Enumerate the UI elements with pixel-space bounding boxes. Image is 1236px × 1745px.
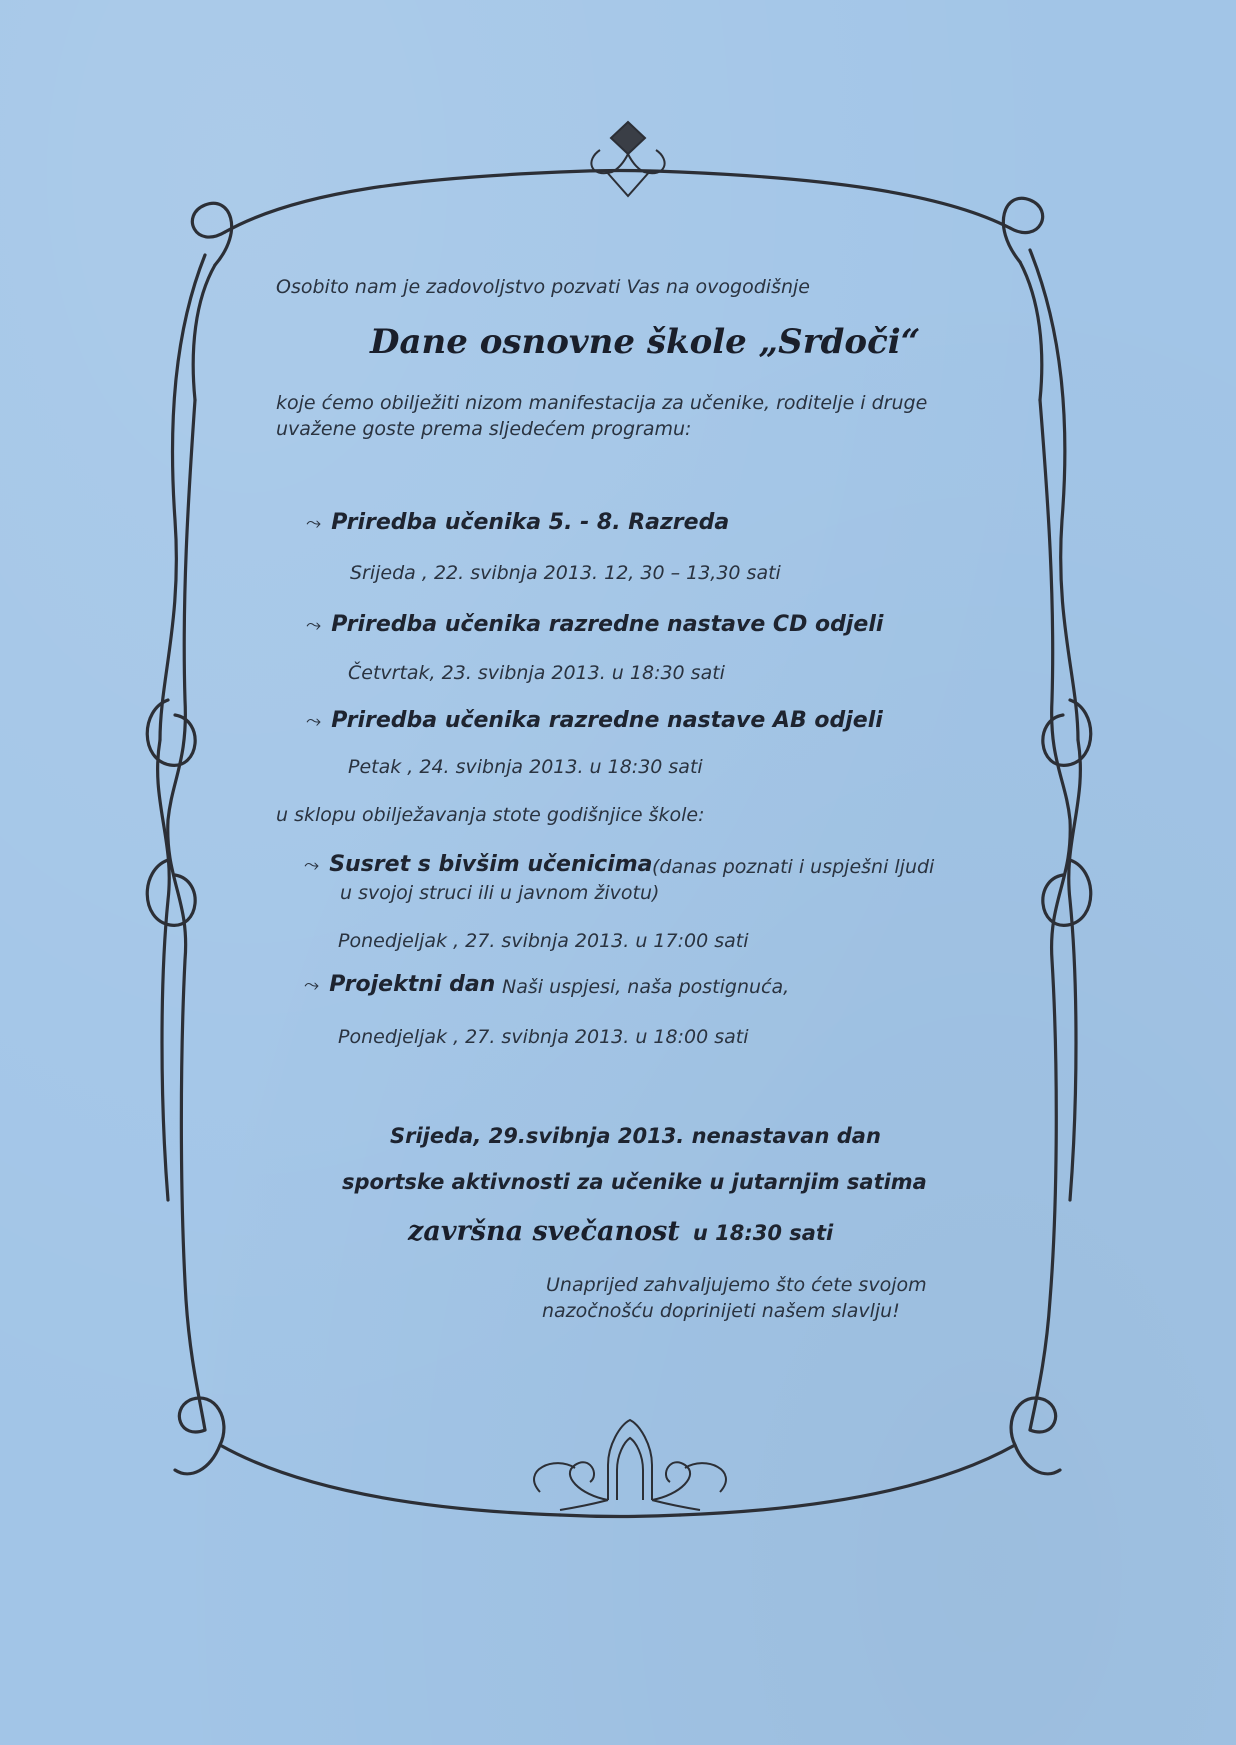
program-item-note: (danas poznati i uspješni ljudi	[652, 856, 935, 878]
program-item-date: Četvrtak, 23. svibnja 2013. u 18:30 sati	[348, 662, 725, 684]
final-event	[408, 1216, 833, 1247]
program-item-note-2: u svojoj struci ili u javnom životu)	[340, 882, 660, 904]
bottom-ornament-icon	[534, 1420, 726, 1510]
program-item-title	[304, 972, 495, 997]
final-event-name: završna svečanost	[408, 1216, 680, 1247]
program-item-date: Ponedjeljak , 27. svibnja 2013. u 18:00 sati	[338, 1026, 749, 1048]
description-line-1: koje ćemo obilježiti nizom manifestacija za učenike, roditelje i druge	[276, 392, 928, 414]
program-item-date: Ponedjeljak , 27. svibnja 2013. u 17:00 sati	[338, 930, 749, 952]
program-item-date: Petak , 24. svibnja 2013. u 18:30 sati	[348, 756, 703, 778]
thanks-line-2: nazočnošću doprinijeti našem slavlju!	[542, 1300, 900, 1322]
bullet-icon: ⤳	[304, 854, 320, 876]
closing-line-1: Srijeda, 29.svibnja 2013. nenastavan dan	[390, 1124, 881, 1148]
intro-text: Osobito nam je zadovoljstvo pozvati Vas na ovogodišnje	[276, 276, 810, 298]
bullet-icon: ⤳	[306, 614, 322, 636]
closing-line-2: sportske aktivnosti za učenike u jutarnjim satima	[342, 1170, 927, 1194]
bullet-icon: ⤳	[306, 512, 322, 534]
bullet-icon: ⤳	[304, 974, 320, 996]
program-item-title-text: Priredba učenika razredne nastave CD odjeli	[331, 612, 884, 637]
program-item-title-text: Projektni dan	[329, 972, 496, 997]
program-item-title-text: Priredba učenika razredne nastave AB odjeli	[331, 708, 883, 733]
bullet-icon: ⤳	[306, 710, 322, 732]
centenary-intro: u sklopu obilježavanja stote godišnjice škole:	[276, 804, 705, 826]
program-item-date: Srijeda , 22. svibnja 2013. 12, 30 – 13,30 sati	[350, 562, 781, 584]
program-item-title	[306, 510, 729, 535]
page-title: Dane osnovne škole „Srdoči“	[370, 322, 921, 362]
thanks-line-1: Unaprijed zahvaljujemo što ćete svojom	[546, 1274, 927, 1296]
program-item-title	[304, 852, 653, 877]
final-event-time: u 18:30 sati	[692, 1221, 834, 1245]
top-ornament-icon	[591, 122, 664, 196]
program-item-title-text: Susret s bivšim učenicima	[329, 852, 653, 877]
program-item-title	[306, 612, 883, 637]
program-item-note: Naši uspjesi, naša postignuća,	[502, 976, 790, 998]
program-item-title	[306, 708, 883, 733]
program-item-title-text: Priredba učenika 5. - 8. Razreda	[331, 510, 730, 535]
description-line-2: uvažene goste prema sljedećem programu:	[276, 418, 692, 440]
